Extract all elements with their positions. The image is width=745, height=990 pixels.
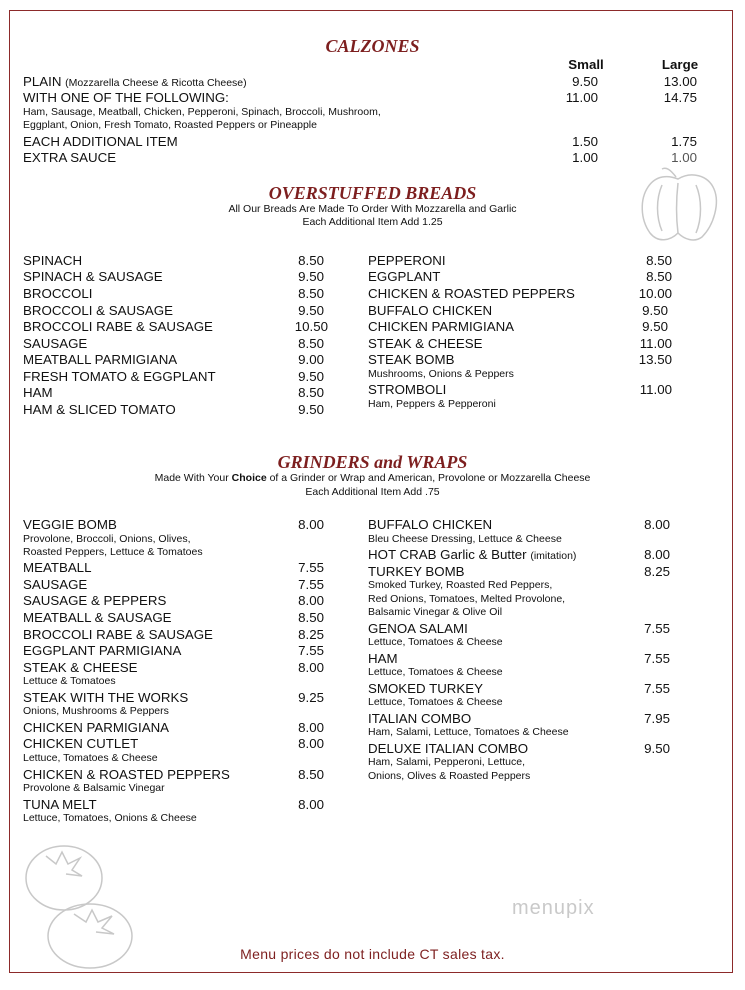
- grinder-item: STEAK & CHEESE: [23, 660, 138, 675]
- grinder-desc: Ham, Salami, Lettuce, Tomatoes & Cheese: [368, 726, 569, 738]
- bread-price: 9.50: [298, 402, 324, 417]
- grinder-item: SAUSAGE: [23, 577, 88, 592]
- grinder-desc: Ham, Salami, Pepperoni, Lettuce,: [368, 756, 525, 768]
- bread-price: 8.50: [298, 286, 324, 301]
- grinder-price: 8.25: [298, 627, 324, 642]
- bread-price: 8.50: [646, 269, 672, 284]
- grinder-price: 9.50: [644, 741, 670, 756]
- bread-item: BROCCOLI: [23, 286, 93, 301]
- grinder-desc: Balsamic Vinegar & Olive Oil: [368, 606, 503, 618]
- bread-price: 9.00: [298, 352, 324, 367]
- grinder-item: GENOA SALAMI: [368, 621, 468, 636]
- grinders-title: GRINDERS and WRAPS: [277, 452, 468, 472]
- grinder-item: MEATBALL: [23, 560, 92, 575]
- bread-item: STROMBOLI: [368, 382, 447, 397]
- bread-price: 10.50: [294, 319, 328, 334]
- grinder-price: 8.00: [298, 797, 324, 812]
- grinder-price: 8.00: [298, 660, 324, 675]
- bread-item: CHICKEN & ROASTED PEPPERS: [368, 286, 575, 301]
- bread-price: 10.00: [638, 286, 672, 301]
- grinder-price: 8.00: [298, 517, 324, 532]
- bread-item: EGGPLANT: [368, 269, 441, 284]
- bread-price: 9.50: [298, 269, 324, 284]
- calzone-with-one: WITH ONE OF THE FOLLOWING:: [23, 90, 229, 105]
- menupix-watermark: menupix: [512, 897, 595, 919]
- grinder-item: CHICKEN & ROASTED PEPPERS: [23, 767, 230, 782]
- grinder-item: DELUXE ITALIAN COMBO: [368, 741, 529, 756]
- grinder-price: 7.55: [644, 621, 670, 636]
- grinder-price: 8.00: [298, 736, 324, 751]
- bread-price: 13.50: [638, 352, 672, 367]
- grinder-price: 7.55: [298, 643, 324, 658]
- calzone-extra-sauce: EXTRA SAUCE: [23, 150, 117, 165]
- grinder-desc: Onions, Mushrooms & Peppers: [23, 705, 169, 717]
- calzone-with-one-small: 11.00: [565, 90, 598, 105]
- grinder-item: TURKEY BOMB: [368, 564, 465, 579]
- grinder-desc: Onions, Olives & Roasted Peppers: [368, 770, 531, 782]
- grinder-desc: Provolone & Balsamic Vinegar: [23, 782, 165, 794]
- grinder-desc: Lettuce, Tomatoes & Cheese: [368, 636, 503, 648]
- grinder-desc: Smoked Turkey, Roasted Red Peppers,: [368, 579, 553, 591]
- bread-price: 8.50: [298, 336, 324, 351]
- grinder-item: MEATBALL & SAUSAGE: [23, 610, 172, 625]
- grinder-price: 7.55: [644, 681, 670, 696]
- grinder-desc: Provolone, Broccoli, Onions, Olives,: [23, 533, 191, 545]
- bread-item: BUFFALO CHICKEN: [368, 303, 493, 318]
- grinder-desc: Lettuce & Tomatoes: [23, 675, 116, 687]
- grinder-item: HAM: [368, 651, 398, 666]
- breads-note-2: Each Additional Item Add 1.25: [302, 216, 443, 228]
- grinder-item: EGGPLANT PARMIGIANA: [23, 643, 182, 658]
- bread-price: 9.50: [298, 369, 324, 384]
- grinder-item: CHICKEN PARMIGIANA: [23, 720, 170, 735]
- bread-price: 11.00: [639, 336, 672, 351]
- grinder-item: SAUSAGE & PEPPERS: [23, 593, 167, 608]
- calzone-additional-small: 1.50: [572, 134, 598, 149]
- grinder-price: 8.50: [298, 767, 324, 782]
- bread-price: 9.50: [298, 303, 324, 318]
- grinder-price: 8.00: [644, 547, 670, 562]
- bread-item: STEAK & CHEESE: [368, 336, 483, 351]
- grinders-note-2: Each Additional Item Add .75: [305, 486, 440, 498]
- tax-disclaimer: Menu prices do not include CT sales tax.: [240, 946, 505, 962]
- grinder-price: 8.00: [298, 720, 324, 735]
- bread-item: CHICKEN PARMIGIANA: [368, 319, 515, 334]
- bread-price: 8.50: [298, 385, 324, 400]
- calzone-options-line2: Eggplant, Onion, Fresh Tomato, Roasted Peppers or Pineapple: [23, 119, 317, 131]
- bread-item: STEAK BOMB: [368, 352, 455, 367]
- grinder-price: 9.25: [298, 690, 324, 705]
- grinder-item: HOT CRAB Garlic & Butter (imitation): [368, 547, 577, 562]
- grinder-price: 8.00: [644, 517, 670, 532]
- grinder-item: VEGGIE BOMB: [23, 517, 117, 532]
- calzone-additional-large: 1.75: [671, 134, 697, 149]
- calzone-additional: EACH ADDITIONAL ITEM: [23, 134, 178, 149]
- bread-desc: Mushrooms, Onions & Peppers: [368, 368, 514, 380]
- grinder-item: SMOKED TURKEY: [368, 681, 484, 696]
- calzone-extra-sauce-large: 1.00: [671, 150, 697, 165]
- grinder-item: STEAK WITH THE WORKS: [23, 690, 189, 705]
- bread-item: SPINACH & SAUSAGE: [23, 269, 163, 284]
- bread-price: 11.00: [639, 382, 672, 397]
- grinder-desc: Bleu Cheese Dressing, Lettuce & Cheese: [368, 533, 562, 545]
- grinder-price: 8.50: [298, 610, 324, 625]
- grinders-note-1: Made With Your Choice of a Grinder or Wrap and American, Provolone or Mozzarella Cheese: [154, 472, 591, 484]
- calzone-extra-sauce-small: 1.00: [572, 150, 598, 165]
- header-large: Large: [661, 57, 699, 72]
- calzones-title: CALZONES: [325, 36, 420, 56]
- bread-desc: Ham, Peppers & Pepperoni: [368, 398, 496, 410]
- grinder-desc: Lettuce, Tomatoes & Cheese: [23, 752, 158, 764]
- bread-item: BROCCOLI RABE & SAUSAGE: [23, 319, 213, 334]
- bread-price: 8.50: [298, 253, 324, 268]
- breads-title: OVERSTUFFED BREADS: [268, 183, 477, 203]
- grinder-price: 8.00: [298, 593, 324, 608]
- calzone-plain-large: 13.00: [663, 74, 697, 89]
- bread-item: HAM & SLICED TOMATO: [23, 402, 176, 417]
- grinder-desc: Roasted Peppers, Lettuce & Tomatoes: [23, 546, 203, 558]
- calzone-with-one-large: 14.75: [663, 90, 697, 105]
- calzone-plain-small: 9.50: [572, 74, 598, 89]
- grinder-price: 7.55: [298, 577, 324, 592]
- bread-item: MEATBALL PARMIGIANA: [23, 352, 178, 367]
- bread-item: BROCCOLI & SAUSAGE: [23, 303, 173, 318]
- grinder-desc: Red Onions, Tomatoes, Melted Provolone,: [368, 593, 566, 605]
- bread-price: 8.50: [646, 253, 672, 268]
- grinder-item: TUNA MELT: [23, 797, 97, 812]
- grinder-desc: Lettuce, Tomatoes & Cheese: [368, 696, 503, 708]
- calzone-plain: PLAIN (Mozzarella Cheese & Ricotta Cheese): [23, 74, 247, 89]
- bread-item: HAM: [23, 385, 53, 400]
- grinder-item: ITALIAN COMBO: [368, 711, 472, 726]
- grinder-item: BUFFALO CHICKEN: [368, 517, 493, 532]
- grinder-price: 7.95: [644, 711, 670, 726]
- grinder-desc: Lettuce, Tomatoes, Onions & Cheese: [23, 812, 197, 824]
- header-small: Small: [568, 57, 604, 72]
- breads-note-1: All Our Breads Are Made To Order With Mozzarella and Garlic: [228, 203, 517, 215]
- grinder-item: BROCCOLI RABE & SAUSAGE: [23, 627, 213, 642]
- calzone-options-line1: Ham, Sausage, Meatball, Chicken, Pepperoni, Spinach, Broccoli, Mushroom,: [23, 106, 381, 118]
- grinder-price: 7.55: [644, 651, 670, 666]
- bread-price: 9.50: [642, 303, 668, 318]
- bread-item: SPINACH: [23, 253, 83, 268]
- bread-item: FRESH TOMATO & EGGPLANT: [23, 369, 216, 384]
- grinder-item: CHICKEN CUTLET: [23, 736, 139, 751]
- grinder-price: 8.25: [644, 564, 670, 579]
- bread-item: PEPPERONI: [368, 253, 446, 268]
- grinder-price: 7.55: [298, 560, 324, 575]
- grinder-desc: Lettuce, Tomatoes & Cheese: [368, 666, 503, 678]
- bread-price: 9.50: [642, 319, 668, 334]
- bread-item: SAUSAGE: [23, 336, 88, 351]
